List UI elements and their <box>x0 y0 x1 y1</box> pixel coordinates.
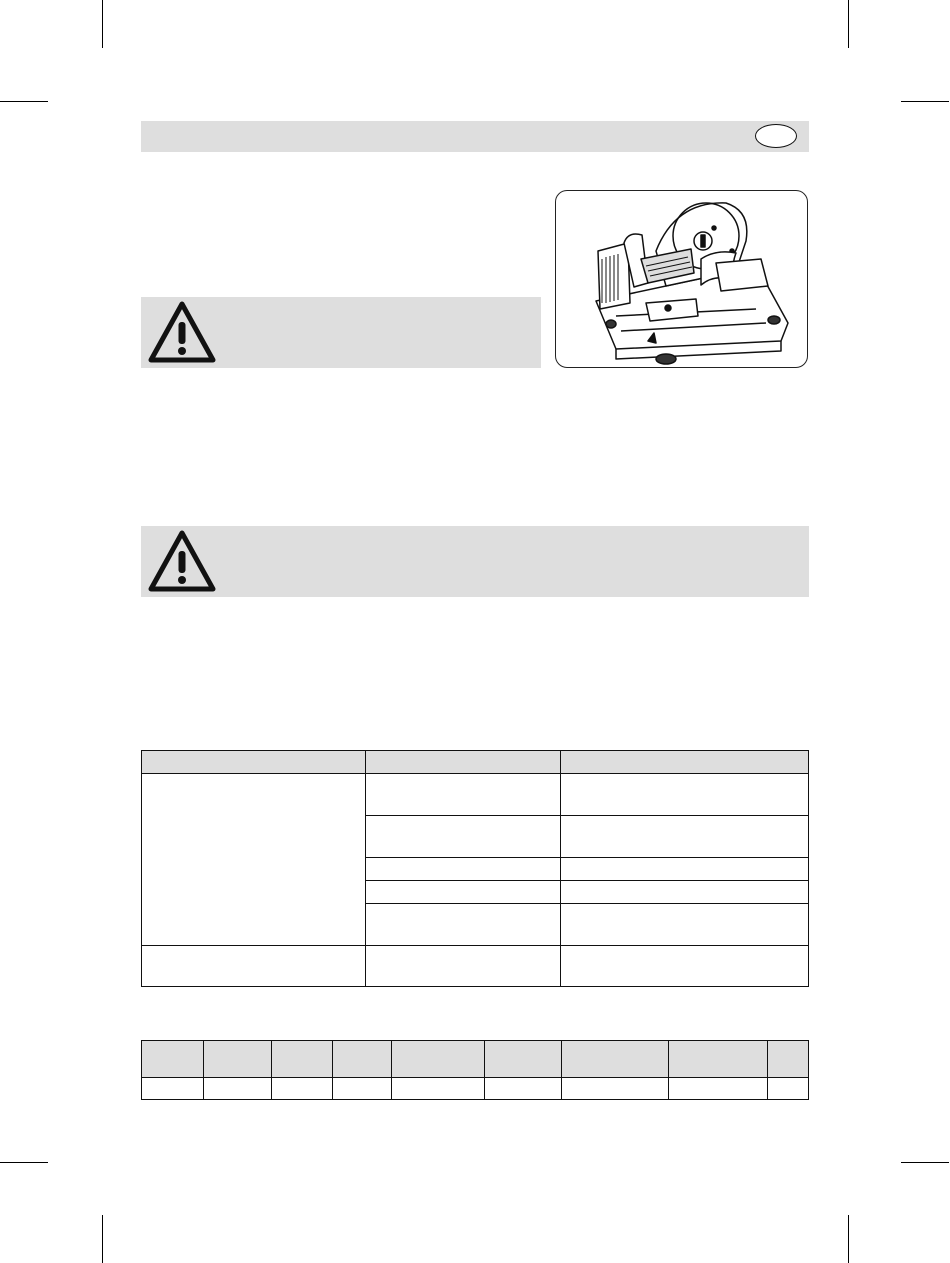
table-cell <box>768 1078 809 1100</box>
table-cell <box>271 1078 332 1100</box>
table-header-cell <box>365 751 561 774</box>
table-cell <box>365 858 561 881</box>
table-cell <box>365 946 561 987</box>
table-cell <box>203 1078 271 1100</box>
table-cell <box>332 1078 391 1100</box>
model-table <box>141 1040 809 1100</box>
crop-mark <box>0 101 48 102</box>
table-header-cell <box>561 751 809 774</box>
table-cell <box>391 1078 485 1100</box>
warning-triangle-icon <box>147 529 217 593</box>
language-badge <box>755 124 797 148</box>
table-cell <box>561 816 809 858</box>
crop-mark <box>102 1215 103 1263</box>
table-header-cell <box>768 1041 809 1078</box>
crop-mark <box>901 1162 949 1163</box>
table-cell <box>365 816 561 858</box>
page-header-band <box>141 121 809 152</box>
table-cell <box>561 858 809 881</box>
table-cell <box>562 1078 669 1100</box>
table-cell <box>561 946 809 987</box>
table-cell <box>142 1078 204 1100</box>
crop-mark <box>0 1162 48 1163</box>
table-cell <box>365 904 561 946</box>
table-cell <box>365 881 561 904</box>
table-row <box>142 774 809 816</box>
crop-mark <box>848 0 849 48</box>
warning-triangle-icon <box>147 300 217 364</box>
table-cell <box>669 1078 768 1100</box>
crop-mark <box>102 0 103 48</box>
table-header-cell <box>271 1041 332 1078</box>
warning-box <box>141 526 809 597</box>
table-header-cell <box>391 1041 485 1078</box>
table-header-cell <box>142 751 366 774</box>
table-cell <box>142 774 366 946</box>
table-cell <box>561 774 809 816</box>
table-header-row <box>142 1041 809 1078</box>
table-header-cell <box>562 1041 669 1078</box>
warning-box <box>141 297 541 368</box>
specification-table <box>141 750 809 987</box>
table-header-cell <box>485 1041 562 1078</box>
table-cell <box>561 881 809 904</box>
table-row <box>142 1078 809 1100</box>
table-header-cell <box>203 1041 271 1078</box>
table-header-cell <box>332 1041 391 1078</box>
crop-mark <box>901 101 949 102</box>
table-header-row <box>142 751 809 774</box>
table-cell <box>485 1078 562 1100</box>
table-header-cell <box>669 1041 768 1078</box>
table-cell <box>365 774 561 816</box>
crop-mark <box>848 1215 849 1263</box>
table-header-cell <box>142 1041 204 1078</box>
table-row <box>142 946 809 987</box>
meat-slicer-illustration-icon <box>555 190 808 368</box>
table-cell <box>561 904 809 946</box>
table-cell <box>142 946 366 987</box>
